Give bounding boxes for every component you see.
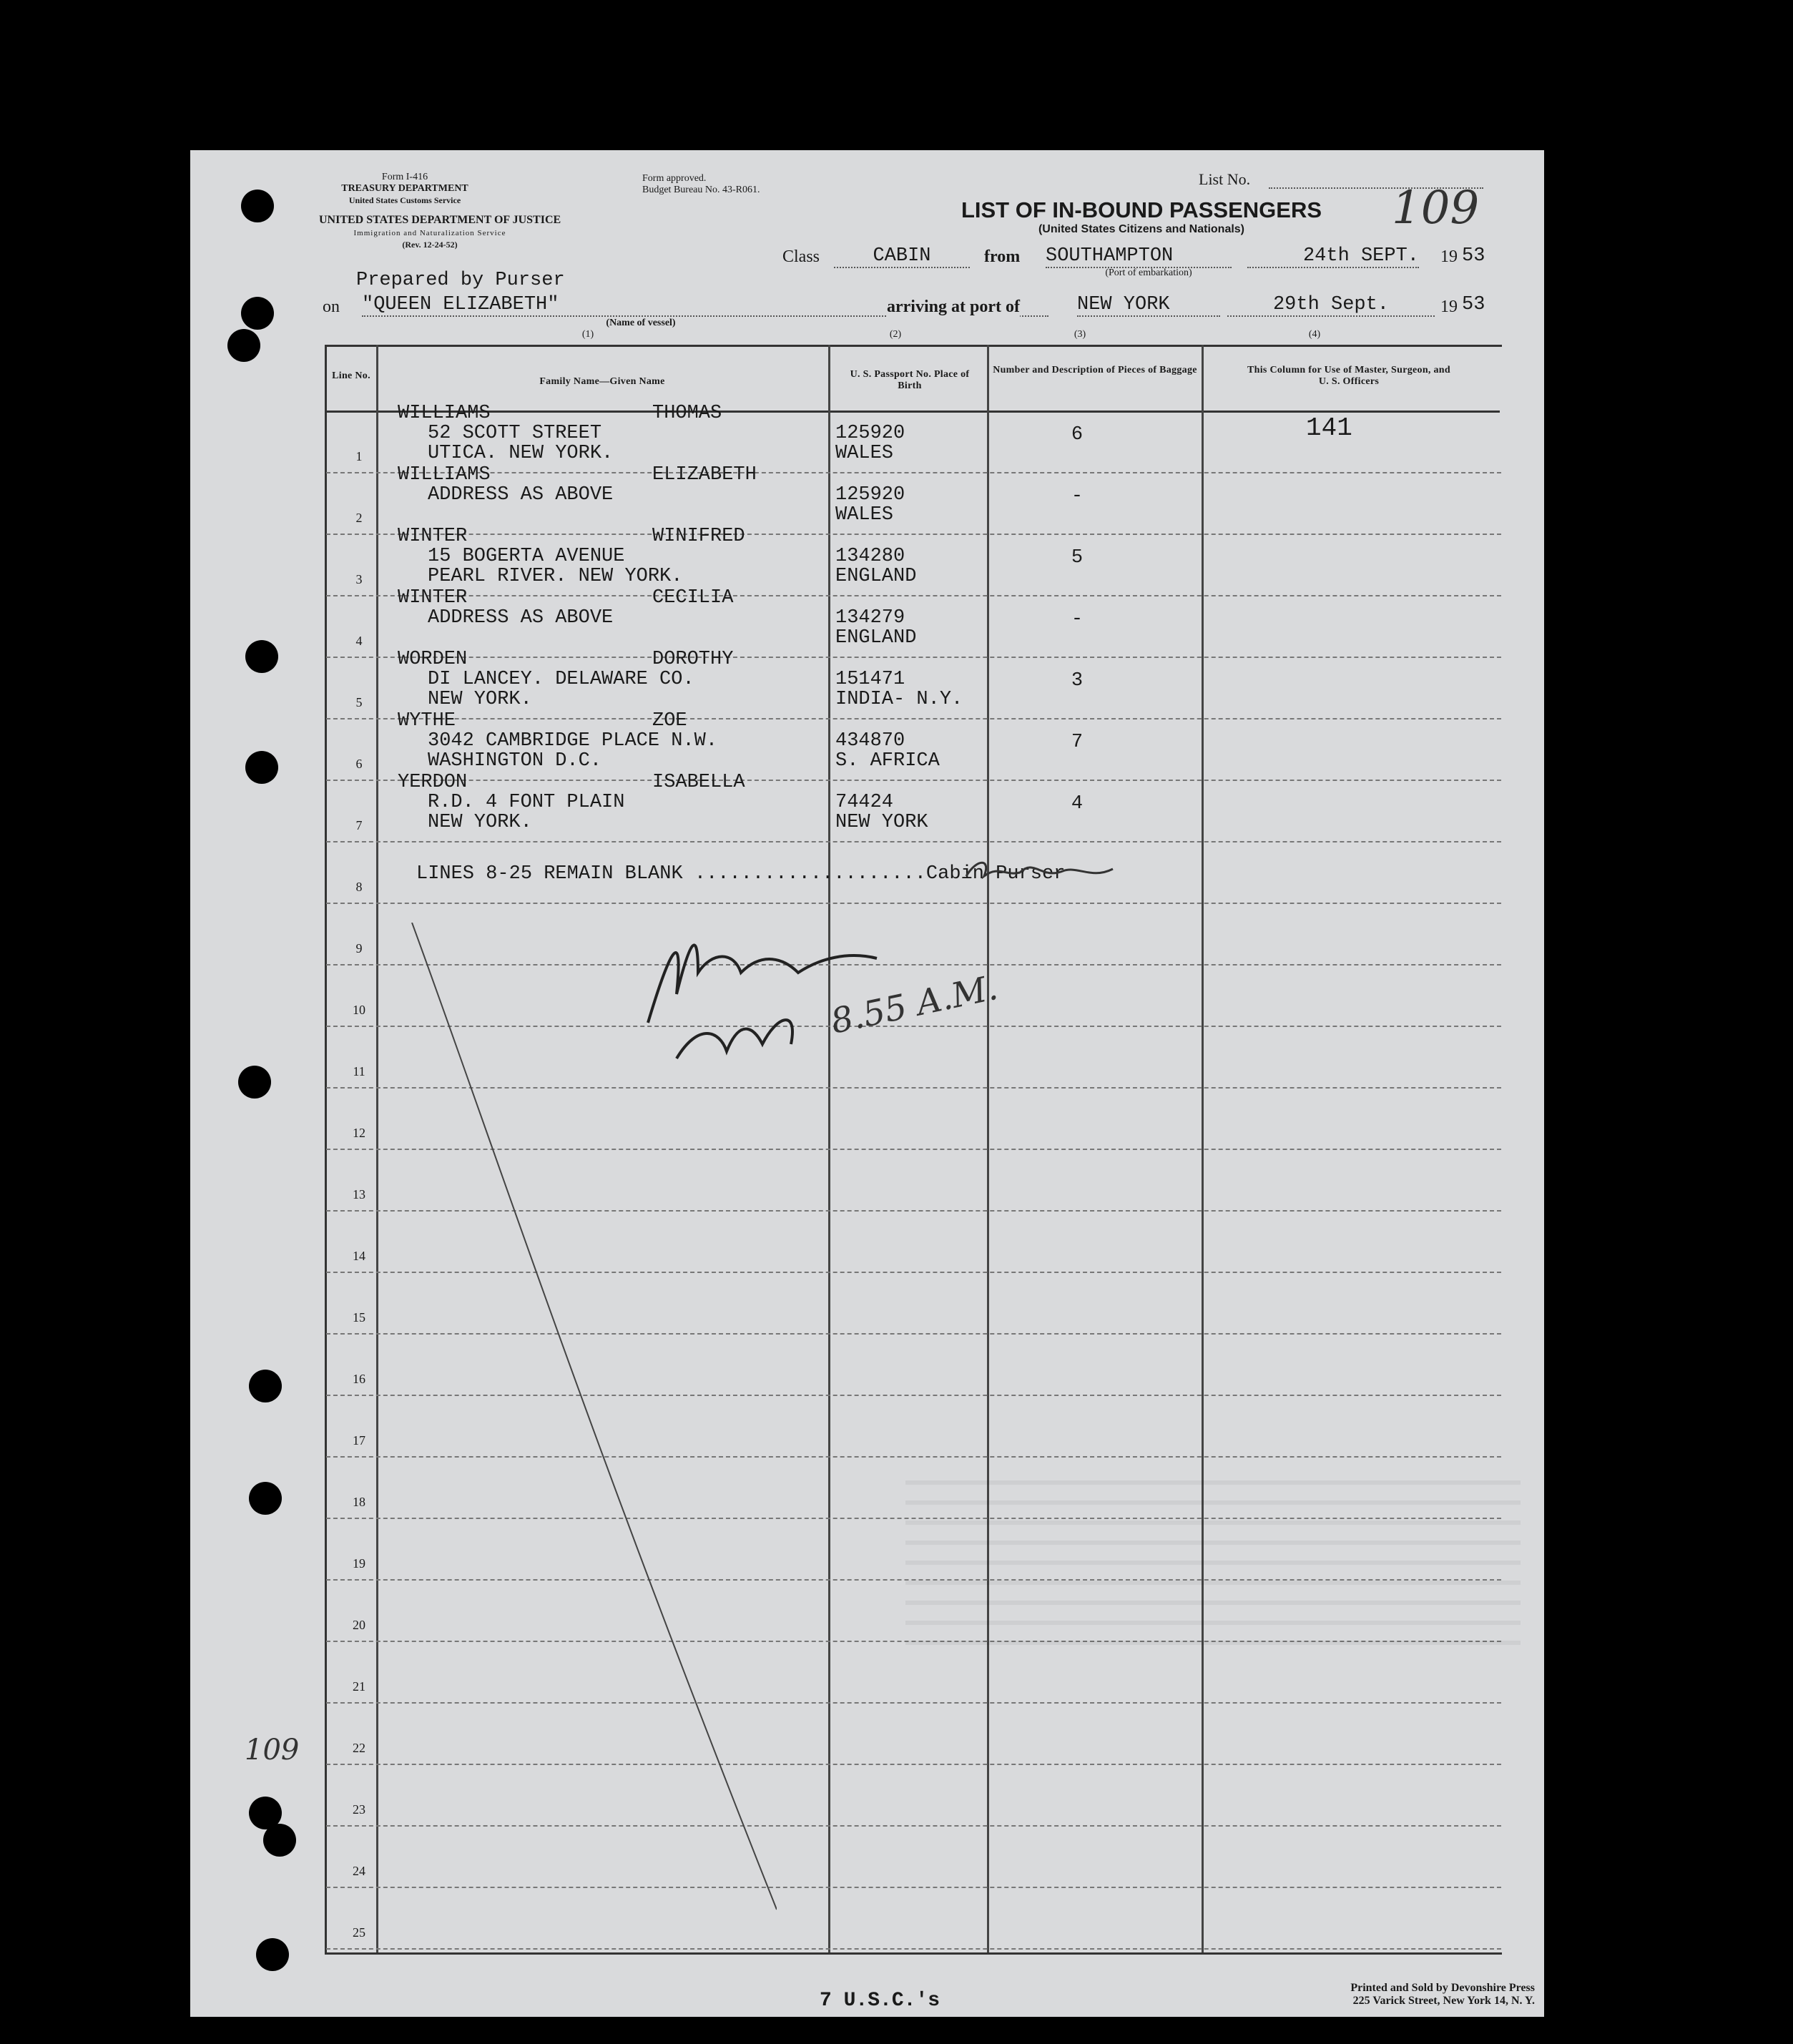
address-line-2: UTICA. NEW YORK. [428, 443, 614, 464]
line-number: 25 [353, 1925, 365, 1940]
line-number: 21 [353, 1679, 365, 1694]
line-number: 23 [353, 1802, 365, 1817]
line-number: 24 [353, 1864, 365, 1878]
binder-hole [241, 190, 274, 222]
line-number: 13 [353, 1187, 365, 1202]
passport-number: 434870 [835, 730, 905, 752]
row-rule [326, 841, 1501, 842]
address-line-2: WASHINGTON D.C. [428, 750, 602, 772]
line-number: 18 [353, 1495, 365, 1509]
line-number: 6 [355, 757, 363, 771]
customs-service: United States Customs Service [348, 195, 461, 205]
table-header-rule [325, 411, 1500, 413]
remain-blank-note: LINES 8-25 REMAIN BLANK ....................Cabin Purser [416, 863, 1066, 885]
year-prefix: 19 [1440, 247, 1458, 266]
row-rule [326, 903, 1501, 904]
passport-number: 74424 [835, 792, 894, 813]
binder-hole [241, 297, 274, 330]
family-name: WINTER [398, 587, 468, 609]
binder-hole [245, 640, 278, 673]
family-name: WORDEN [398, 649, 468, 670]
address-line-2: NEW YORK. [428, 689, 532, 710]
row-rule [326, 534, 1501, 535]
passport-number: 134280 [835, 546, 905, 567]
binder-hole [227, 329, 260, 362]
footer-printer-line1: Printed and Sold by Devonshire Press [1350, 1982, 1535, 1994]
row-rule [326, 472, 1501, 473]
year-value: 53 [1462, 245, 1485, 267]
passport-number: 125920 [835, 423, 905, 444]
place-of-birth: ENGLAND [835, 566, 917, 587]
line-number: 7 [355, 818, 363, 832]
prepared-by: Prepared by Purser [356, 270, 565, 291]
address-line-1: 15 BOGERTA AVENUE [428, 546, 625, 567]
baggage-count: 6 [1071, 424, 1084, 446]
row-rule [326, 780, 1501, 781]
bleed-through-area [905, 1480, 1521, 1645]
binder-hole [263, 1824, 296, 1857]
footer-usc: 7 U.S.C.'s [820, 1990, 940, 2012]
given-name: ZOE [652, 710, 687, 732]
binder-hole [256, 1938, 289, 1971]
arrival-date: 29th Sept. [1227, 295, 1435, 317]
baggage-count: - [1071, 609, 1084, 630]
address-line-2: PEARL RIVER. NEW YORK. [428, 566, 683, 587]
given-name: ELIZABETH [652, 464, 757, 486]
line-number: 15 [353, 1310, 365, 1325]
vessel-caption: (Name of vessel) [606, 318, 676, 328]
col-header-name: Family Name—Given Name [539, 376, 665, 387]
col-num-1: (1) [581, 329, 594, 340]
place-of-birth: NEW YORK [835, 812, 928, 833]
address-line-1: 3042 CAMBRIDGE PLACE N.W. [428, 730, 718, 752]
margin-note: 109 [245, 1734, 300, 1767]
ins-service: Immigration and Naturalization Service [353, 229, 506, 237]
col-header-passport: U. S. Passport No. Place of Birth [850, 369, 970, 391]
embark-date: 24th SEPT. [1247, 246, 1419, 268]
place-of-birth: ENGLAND [835, 627, 917, 649]
justice-dept: UNITED STATES DEPARTMENT OF JUSTICE [319, 214, 561, 226]
line-number: 8 [355, 880, 363, 894]
arrival-port: NEW YORK [1077, 295, 1220, 317]
given-name: THOMAS [652, 403, 722, 424]
revision-date: (Rev. 12-24-52) [402, 240, 458, 250]
line-number: 12 [353, 1126, 365, 1140]
place-of-birth: WALES [835, 443, 894, 464]
address-line-2: NEW YORK. [428, 812, 532, 833]
line-number: 19 [353, 1556, 365, 1571]
port-caption: (Port of embarkation) [1105, 267, 1192, 278]
col-num-2: (2) [889, 329, 902, 340]
row-rule [326, 1948, 1501, 1950]
handwritten-time: 8.55 A.M. [827, 967, 1001, 1042]
col-num-3: (3) [1074, 329, 1086, 340]
line-number: 3 [355, 572, 363, 586]
binder-hole [245, 751, 278, 784]
arriving-label: arriving at port of [887, 298, 1020, 316]
family-name: WILLIAMS [398, 403, 491, 424]
row-rule [326, 595, 1501, 596]
row-rule [326, 657, 1501, 658]
address-line-1: ADDRESS AS ABOVE [428, 607, 614, 629]
given-name: ISABELLA [652, 772, 745, 793]
line-number: 22 [353, 1741, 365, 1755]
binder-hole [249, 1370, 282, 1402]
from-value: SOUTHAMPTON [1046, 246, 1232, 268]
place-of-birth: S. AFRICA [835, 750, 940, 772]
row-rule [326, 718, 1501, 719]
family-name: WYTHE [398, 710, 456, 732]
address-line-1: 52 SCOTT STREET [428, 423, 602, 444]
address-line-1: DI LANCEY. DELAWARE CO. [428, 669, 694, 690]
family-name: YERDON [398, 772, 468, 793]
diagonal-cancel-line [405, 923, 777, 1924]
purser-initials [963, 851, 1177, 887]
passport-number: 125920 [835, 484, 905, 506]
footer-printer-line2: 225 Varick Street, New York 14, N. Y. [1352, 1995, 1535, 2007]
budget-bureau: Budget Bureau No. 43-R061. [642, 185, 760, 195]
page-title: LIST OF IN-BOUND PASSENGERS [961, 197, 1322, 222]
given-name: WINIFRED [652, 526, 745, 547]
arrival-year-prefix: 19 [1440, 298, 1458, 316]
baggage-count: 4 [1071, 793, 1084, 815]
given-name: DOROTHY [652, 649, 734, 670]
place-of-birth: WALES [835, 504, 894, 526]
col-num-4: (4) [1308, 329, 1321, 340]
given-name: CECILIA [652, 587, 734, 609]
line-number: 10 [353, 1003, 365, 1017]
col-header-line-no: Line No. [332, 370, 370, 381]
line-number: 14 [353, 1249, 365, 1263]
baggage-count: 7 [1071, 732, 1084, 753]
officer-note: 141 [1306, 413, 1352, 443]
line-number: 5 [355, 695, 363, 709]
line-number: 16 [353, 1372, 365, 1386]
baggage-count: 5 [1071, 547, 1084, 569]
baggage-count: 3 [1071, 670, 1084, 692]
line-number: 1 [355, 449, 363, 463]
line-number: 2 [355, 511, 363, 525]
class-label: Class [782, 247, 820, 266]
family-name: WINTER [398, 526, 468, 547]
form-approved: Form approved. [642, 173, 707, 184]
list-no-label: List No. [1199, 170, 1251, 188]
family-name: WILLIAMS [398, 464, 491, 486]
line-number: 11 [353, 1064, 365, 1078]
place-of-birth: INDIA- N.Y. [835, 689, 963, 710]
arrival-year: 53 [1462, 294, 1485, 315]
binder-hole [238, 1066, 271, 1099]
baggage-count: - [1071, 486, 1084, 507]
class-value: CABIN [834, 246, 970, 268]
form-page [190, 150, 1544, 2017]
line-number: 20 [353, 1618, 365, 1632]
col-header-baggage: Number and Description of Pieces of Baggage [993, 365, 1197, 375]
treasury-dept: TREASURY DEPARTMENT [341, 183, 468, 194]
passport-number: 151471 [835, 669, 905, 690]
list-no-handwritten: 109 [1392, 182, 1480, 235]
passport-number: 134279 [835, 607, 905, 629]
page-subtitle: (United States Citizens and Nationals) [1038, 223, 1245, 235]
address-line-1: R.D. 4 FONT PLAIN [428, 792, 625, 813]
vessel-name: "QUEEN ELIZABETH" [362, 295, 1048, 317]
from-label: from [984, 247, 1021, 266]
address-line-1: ADDRESS AS ABOVE [428, 484, 614, 506]
line-number: 4 [355, 634, 363, 648]
on-label: on [323, 298, 340, 316]
line-number: 17 [353, 1433, 365, 1448]
col-header-officers: This Column for Use of Master, Surgeon, and U. S. Officers [1247, 365, 1450, 387]
binder-hole [249, 1482, 282, 1515]
line-number: 9 [355, 941, 363, 955]
form-number: Form I-416 [381, 172, 428, 182]
